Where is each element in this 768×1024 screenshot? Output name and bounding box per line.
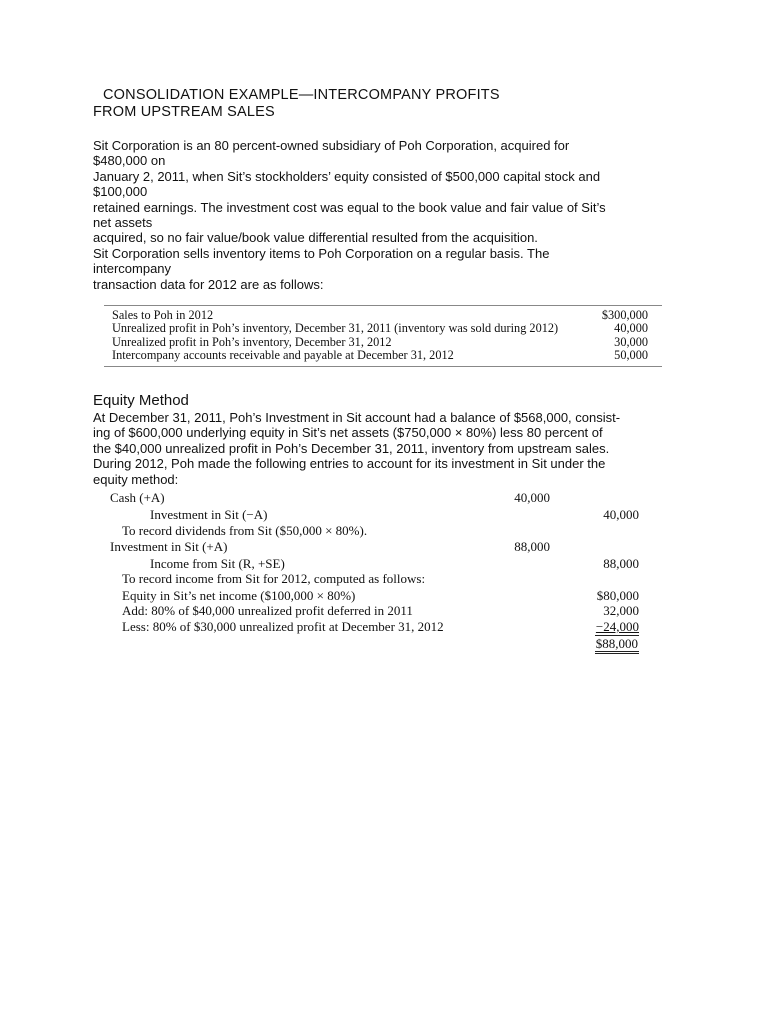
- table-row: [104, 309, 662, 322]
- intro-line: acquired, so no fair value/book value differential resulted from the acquisition.: [93, 230, 538, 246]
- intro-line: Sit Corporation sells inventory items to Poh Corporation on a regular basis. The: [93, 245, 550, 261]
- intro-line: retained earnings. The investment cost was equal to the book value and fair value of Sit’s: [93, 199, 606, 215]
- intro-line: net assets: [93, 215, 153, 231]
- intro-line: $100,000: [93, 184, 148, 200]
- table-row: [104, 349, 662, 362]
- table-value: $300,000: [601, 308, 648, 322]
- entry1-credit-amount: 40,000: [603, 507, 639, 522]
- computation-label: Less: 80% of $30,000 unrealized profit at December 31, 2012: [122, 619, 444, 634]
- equity-method-heading: Equity Method: [93, 392, 189, 409]
- computation-value: $80,000: [596, 588, 639, 603]
- entry1-debit-amount: 40,000: [514, 490, 550, 505]
- table-label: Unrealized profit in Poh’s inventory, December 31, 2012: [112, 334, 392, 349]
- table-value: 40,000: [614, 321, 648, 336]
- intro-paragraph: [93, 138, 673, 292]
- entry1-debit-account: Cash (+A): [110, 490, 165, 505]
- computation-total-wrap: [559, 636, 639, 652]
- intro-line: Sit Corporation is an 80 percent-owned subsidiary of Poh Corporation, acquired for: [93, 138, 570, 153]
- table-value: 30,000: [614, 334, 648, 349]
- intro-line: $480,000 on: [93, 153, 166, 169]
- intro-line: January 2, 2011, when Sit’s stockholders’ equity consisted of $500,000 capital stock and: [93, 168, 601, 184]
- equity-line: the $40,000 unrealized profit in Poh’s December 31, 2011, inventory from upstream sales.: [93, 440, 610, 456]
- entry2-debit-account: Investment in Sit (+A): [110, 539, 228, 554]
- table-label: Sales to Poh in 2012: [112, 308, 214, 322]
- equity-line: During 2012, Poh made the following entries to account for its investment in Sit under the: [93, 456, 606, 472]
- table-label: Unrealized profit in Poh’s inventory, December 31, 2011 (inventory was sold during 2012): [112, 321, 559, 336]
- equity-line: equity method:: [93, 471, 179, 487]
- intro-line: intercompany: [93, 261, 172, 277]
- computation-label: Equity in Sit’s net income ($100,000 × 80%): [122, 588, 356, 603]
- table-label: Intercompany accounts receivable and payable at December 31, 2012: [112, 348, 454, 363]
- intro-line: transaction data for 2012 are as follows:: [93, 276, 324, 292]
- table-row: [104, 322, 662, 335]
- intercompany-data-table: [104, 305, 662, 367]
- computation-value: −24,000: [595, 619, 639, 634]
- entry2-credit-account: Income from Sit (R, +SE): [150, 556, 285, 571]
- document-title: [93, 87, 500, 121]
- entry2-memo: To record income from Sit for 2012, computed as follows:: [122, 571, 426, 586]
- equity-line: ing of $600,000 underlying equity in Sit’s net assets ($750,000 × 80%) less 80 percent of: [93, 425, 603, 441]
- entry2-debit-amount: 88,000: [514, 539, 550, 554]
- title-line-1: CONSOLIDATION EXAMPLE—INTERCOMPANY PROFITS: [103, 87, 500, 103]
- computation-label: Add: 80% of $40,000 unrealized profit deferred in 2011: [122, 603, 413, 618]
- title-line-2: FROM UPSTREAM SALES: [93, 104, 275, 120]
- entry1-memo: To record dividends from Sit ($50,000 × 80%).: [122, 523, 368, 538]
- computation-total: $88,000: [595, 635, 639, 654]
- table-row: [104, 336, 662, 349]
- equity-line: At December 31, 2011, Poh’s Investment in Sit account had a balance of $568,000, consist-: [93, 410, 621, 425]
- table-value: 50,000: [614, 348, 648, 363]
- equity-paragraph: [93, 410, 693, 487]
- entry2-credit-amount: 88,000: [603, 556, 639, 571]
- entry1-credit-account: Investment in Sit (−A): [150, 507, 268, 522]
- computation-value: 32,000: [603, 603, 639, 618]
